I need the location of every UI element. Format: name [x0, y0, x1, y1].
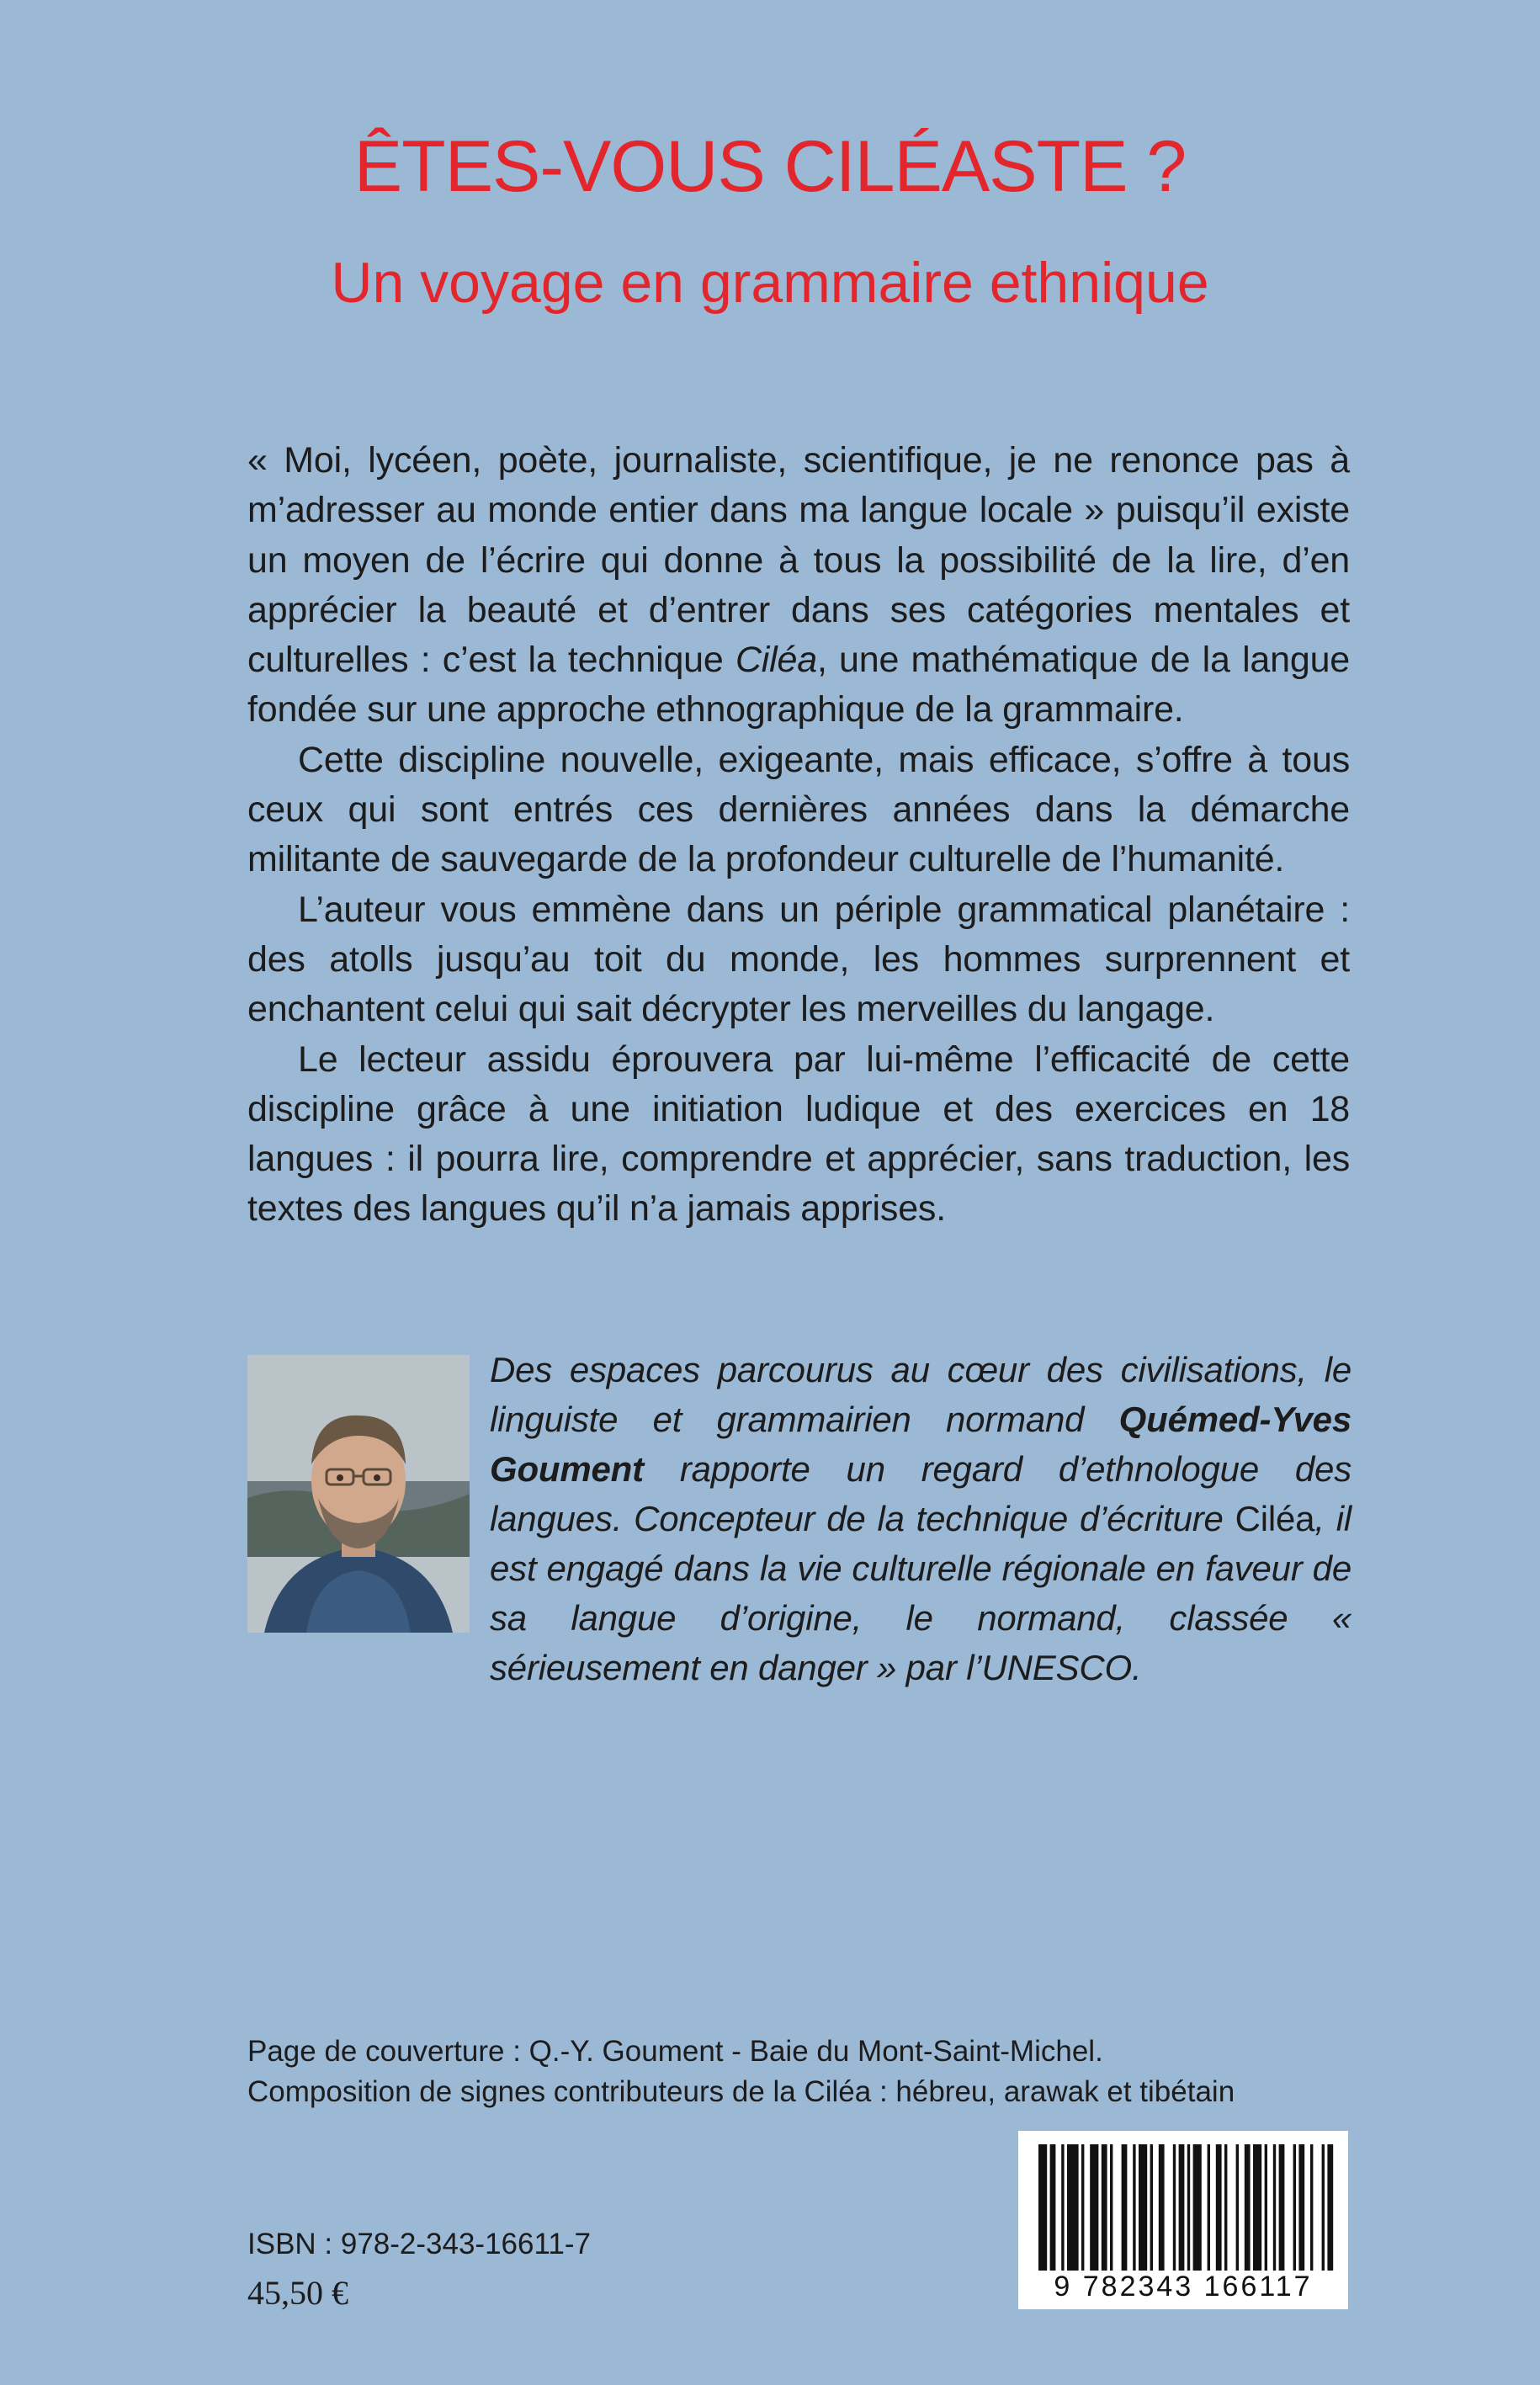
blurb-paragraph-3: L’auteur vous emmène dans un périple grammatical planétaire : des atolls jusqu’au toit du monde, les hommes surprennent et enchantent celui qui sait décrypter les merveilles du langage. — [247, 889, 1350, 1030]
cilea-term: Ciléa — [1235, 1499, 1315, 1538]
book-title: ÊTES-VOUS CILÉASTE ? — [353, 126, 1187, 207]
isbn: ISBN : 978-2-343-16611-7 — [247, 2228, 591, 2260]
barcode-digits: 9 782343 166117 — [1054, 2271, 1313, 2303]
author-name: Quémed-Yves Goument — [490, 1400, 1351, 1489]
credit-line: Composition de signes contributeurs de la Ciléa : hébreu, arawak et tibétain — [247, 2075, 1235, 2108]
blurb-paragraph-4: Le lecteur assidu éprouvera par lui-même l’efficacité de cette discipline grâce à une initiation ludique et des exercices en 18 langues : il pourra lire, comprendre et apprécier, sans traduction, les textes des langues qu’il n’a jamais apprises. — [247, 1038, 1350, 1230]
book-subtitle: Un voyage en grammaire ethnique — [331, 251, 1209, 315]
credit-line: Page de couverture : Q.-Y. Goument - Baie du Mont-Saint-Michel. — [247, 2035, 1103, 2068]
barcode — [1018, 2131, 1348, 2309]
blurb-paragraph-2: Cette discipline nouvelle, exigeante, mais efficace, s’offre à tous ceux qui sont entrés ces dernières années dans la démarche militante de sauvegarde de la profondeur culturelle de l’humanité. — [247, 739, 1350, 880]
author-bio: Des espaces parcourus au cœur des civilisations, le linguiste et grammairien normand Quémed-Yves Goument rapporte un regard d’ethnologue des langues. Concepteur de la technique d’écriture Ciléa, il est engagé dans la vie culturelle régionale en faveur de sa langue d’origine, le normand, classée « sérieusement en danger » par l’UNESCO. — [490, 1350, 1351, 1687]
blurb — [247, 436, 1350, 1235]
price: 45,50 € — [247, 2274, 348, 2312]
author-photo — [247, 1355, 470, 1633]
blurb-paragraph-1: « Moi, lycéen, poète, journaliste, scientifique, je ne renonce pas à m’adresser au monde entier dans ma langue locale » puisqu’il existe un moyen de l’écrire qui donne à tous la possibilité de la lire, d’en apprécier la beauté et d’entrer dans ses catégories mentales et culturelles : c’est la technique Ciléa, une mathématique de la langue fondée sur une approche ethnographique de la grammaire. — [247, 440, 1350, 730]
cover-credits — [247, 2032, 1341, 2112]
cilea-term: Ciléa — [735, 640, 817, 681]
